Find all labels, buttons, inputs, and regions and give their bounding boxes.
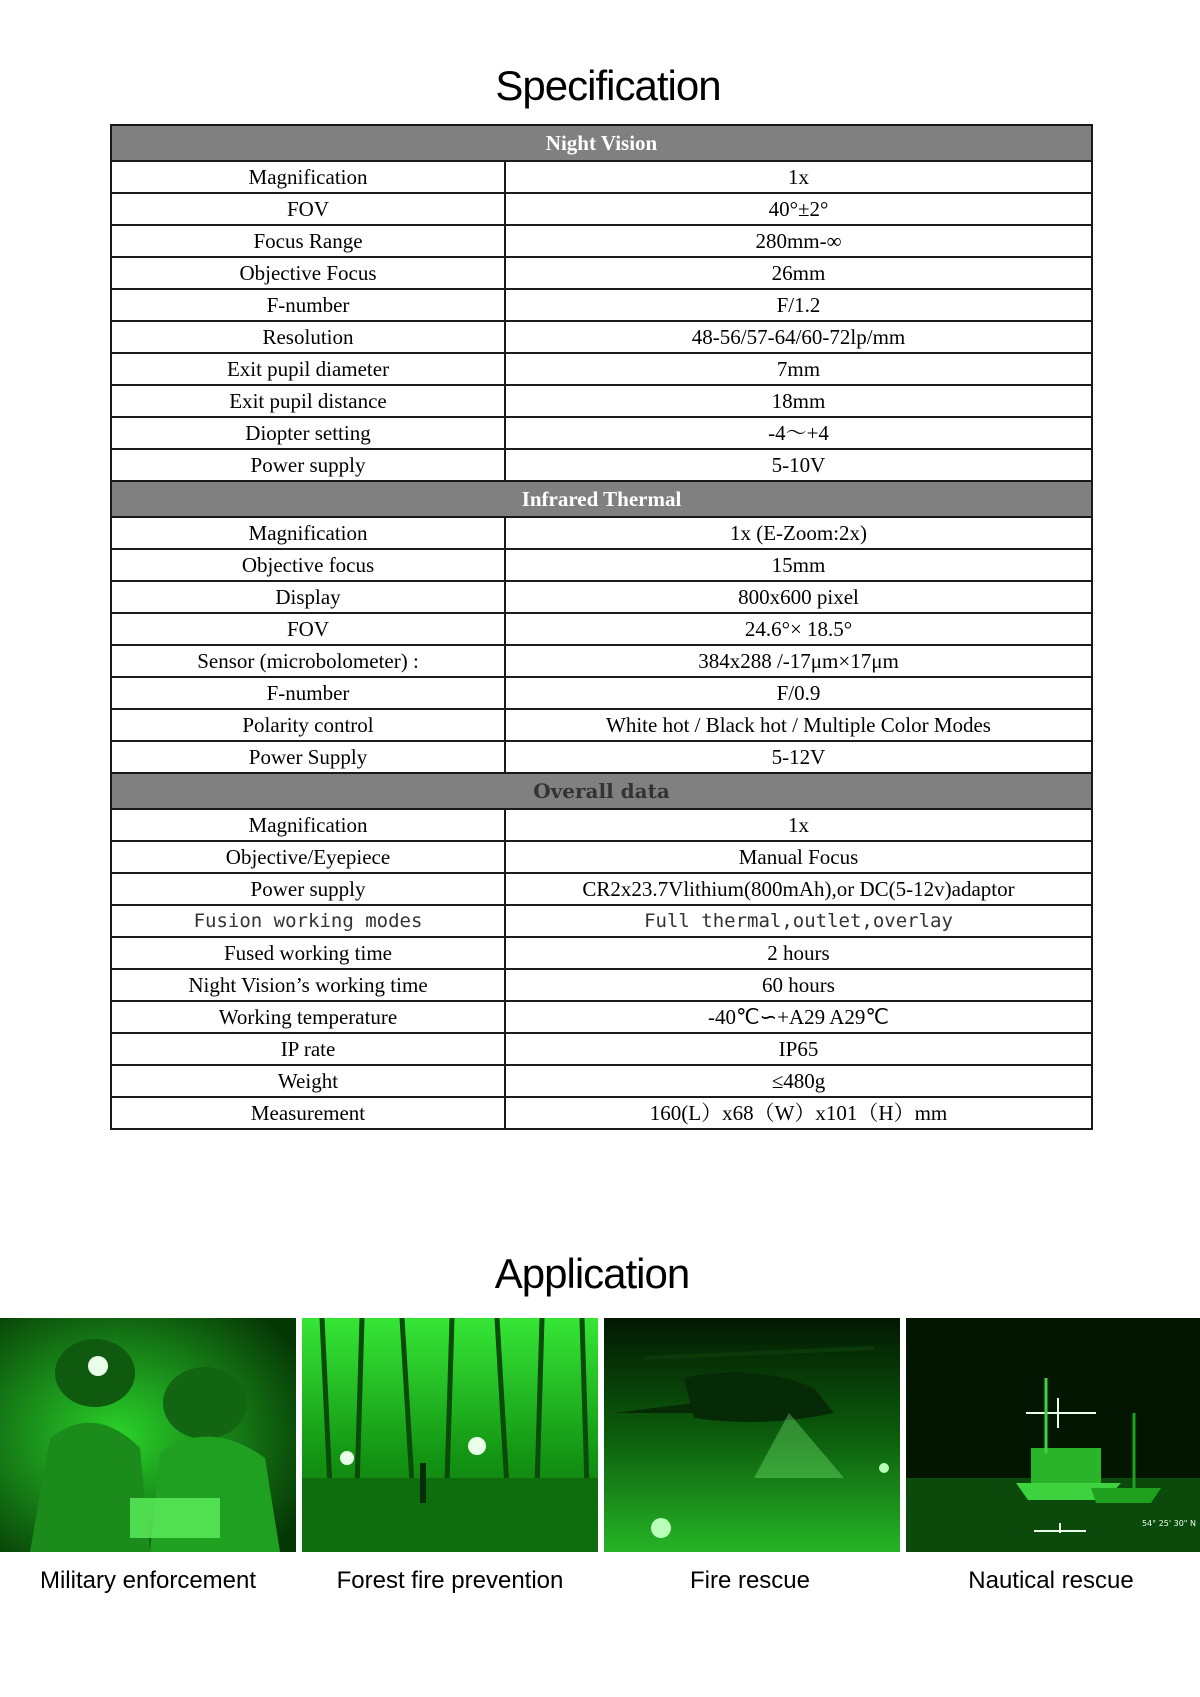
spec-label: Weight <box>111 1065 505 1097</box>
spec-value: 160(L）x68（W）x101（H）mm <box>505 1097 1092 1129</box>
spec-title: Specification <box>495 62 721 109</box>
spec-label: Exit pupil distance <box>111 385 505 417</box>
spec-value: 800x600 pixel <box>505 581 1092 613</box>
spec-label: Objective/Eyepiece <box>111 841 505 873</box>
spec-value: Manual Focus <box>505 841 1092 873</box>
spec-value: 40°±2° <box>505 193 1092 225</box>
spec-value: 5-12V <box>505 741 1092 773</box>
spec-label: Magnification <box>111 517 505 549</box>
spec-value: CR2x23.7Vlithium(800mAh),or DC(5-12v)adaptor <box>505 873 1092 905</box>
spec-value: 1x <box>505 809 1092 841</box>
table-row <box>111 321 1092 353</box>
spec-label: Magnification <box>111 809 505 841</box>
table-row <box>111 549 1092 581</box>
spec-value: 26mm <box>505 257 1092 289</box>
spec-label: Night Vision’s working time <box>111 969 505 1001</box>
spec-label: Diopter setting <box>111 417 505 449</box>
spec-value: 5-10V <box>505 449 1092 481</box>
table-row <box>111 1033 1092 1065</box>
spec-value: -40℃∽+A29 A29℃ <box>505 1001 1092 1033</box>
caption-nautical-rescue: Nautical rescue <box>968 1567 1134 1594</box>
spec-value: -4～+4 <box>505 417 1092 449</box>
spec-value: F/0.9 <box>505 677 1092 709</box>
spec-value: IP65 <box>505 1033 1092 1065</box>
spec-value: White hot / Black hot / Multiple Color Modes <box>505 709 1092 741</box>
table-row <box>111 741 1092 773</box>
spec-label: Fusion working modes <box>111 905 505 937</box>
nautical-coordinate-text: 54° 25' 30" N <box>1141 1519 1196 1528</box>
spec-value: 7mm <box>505 353 1092 385</box>
table-row <box>111 1001 1092 1033</box>
spec-value: 1x <box>505 161 1092 193</box>
spec-label: Focus Range <box>111 225 505 257</box>
caption-forest-fire-prevention: Forest fire prevention <box>336 1567 564 1594</box>
caption-military-enforcement: Military enforcement <box>39 1567 257 1594</box>
table-row <box>111 969 1092 1001</box>
spec-label: FOV <box>111 193 505 225</box>
table-row <box>111 873 1092 905</box>
spec-label: F-number <box>111 677 505 709</box>
table-row <box>111 709 1092 741</box>
table-row <box>111 809 1092 841</box>
spec-label: Objective Focus <box>111 257 505 289</box>
table-row <box>111 841 1092 873</box>
spec-label: FOV <box>111 613 505 645</box>
military-enforcement-image <box>0 1318 296 1552</box>
table-row <box>111 385 1092 417</box>
table-row <box>111 193 1092 225</box>
spec-value: 48-56/57-64/60-72lp/mm <box>505 321 1092 353</box>
spec-value: 384x288 /-17μm×17μm <box>505 645 1092 677</box>
spec-value: 18mm <box>505 385 1092 417</box>
section-header-infrared-thermal <box>111 481 1092 517</box>
section-header-overall-data <box>111 773 1092 809</box>
section-title: Night Vision <box>111 125 1092 161</box>
spec-label: Polarity control <box>111 709 505 741</box>
spec-label: Power supply <box>111 449 505 481</box>
table-row <box>111 257 1092 289</box>
table-row <box>111 677 1092 709</box>
application-title: Application <box>494 1250 690 1297</box>
spec-value: 2 hours <box>505 937 1092 969</box>
spec-label: Power Supply <box>111 741 505 773</box>
spec-label: Power supply <box>111 873 505 905</box>
application-gallery <box>0 1318 1200 1554</box>
spec-label: Objective focus <box>111 549 505 581</box>
table-row <box>111 449 1092 481</box>
table-row <box>111 225 1092 257</box>
table-row <box>111 1065 1092 1097</box>
spec-label: IP rate <box>111 1033 505 1065</box>
spec-table <box>110 124 1093 1130</box>
table-row <box>111 937 1092 969</box>
spec-value: Full thermal,outlet,overlay <box>505 905 1092 937</box>
section-title: Infrared Thermal <box>111 481 1092 517</box>
spec-value: 60 hours <box>505 969 1092 1001</box>
spec-value: 15mm <box>505 549 1092 581</box>
spec-label: Magnification <box>111 161 505 193</box>
spec-value: F/1.2 <box>505 289 1092 321</box>
table-row <box>111 517 1092 549</box>
table-row <box>111 289 1092 321</box>
section-header-night-vision <box>111 125 1092 161</box>
table-row <box>111 353 1092 385</box>
table-row <box>111 417 1092 449</box>
spec-label: Exit pupil diameter <box>111 353 505 385</box>
nautical-rescue-image <box>906 1318 1200 1552</box>
table-row <box>111 905 1092 937</box>
spec-value: 24.6°× 18.5° <box>505 613 1092 645</box>
spec-label: Measurement <box>111 1097 505 1129</box>
fire-rescue-image <box>604 1318 900 1552</box>
table-row <box>111 1097 1092 1129</box>
spec-value: 280mm-∞ <box>505 225 1092 257</box>
spec-label: Display <box>111 581 505 613</box>
spec-label: Fused working time <box>111 937 505 969</box>
caption-fire-rescue: Fire rescue <box>689 1567 811 1594</box>
table-row <box>111 645 1092 677</box>
spec-label: Resolution <box>111 321 505 353</box>
section-title: Overall data <box>111 773 1092 809</box>
forest-fire-prevention-image <box>302 1318 598 1552</box>
spec-label: F-number <box>111 289 505 321</box>
table-row <box>111 581 1092 613</box>
spec-label: Sensor (microbolometer) : <box>111 645 505 677</box>
table-row <box>111 161 1092 193</box>
table-row <box>111 613 1092 645</box>
spec-value: ≤480g <box>505 1065 1092 1097</box>
spec-value: 1x (E-Zoom:2x) <box>505 517 1092 549</box>
spec-label: Working temperature <box>111 1001 505 1033</box>
